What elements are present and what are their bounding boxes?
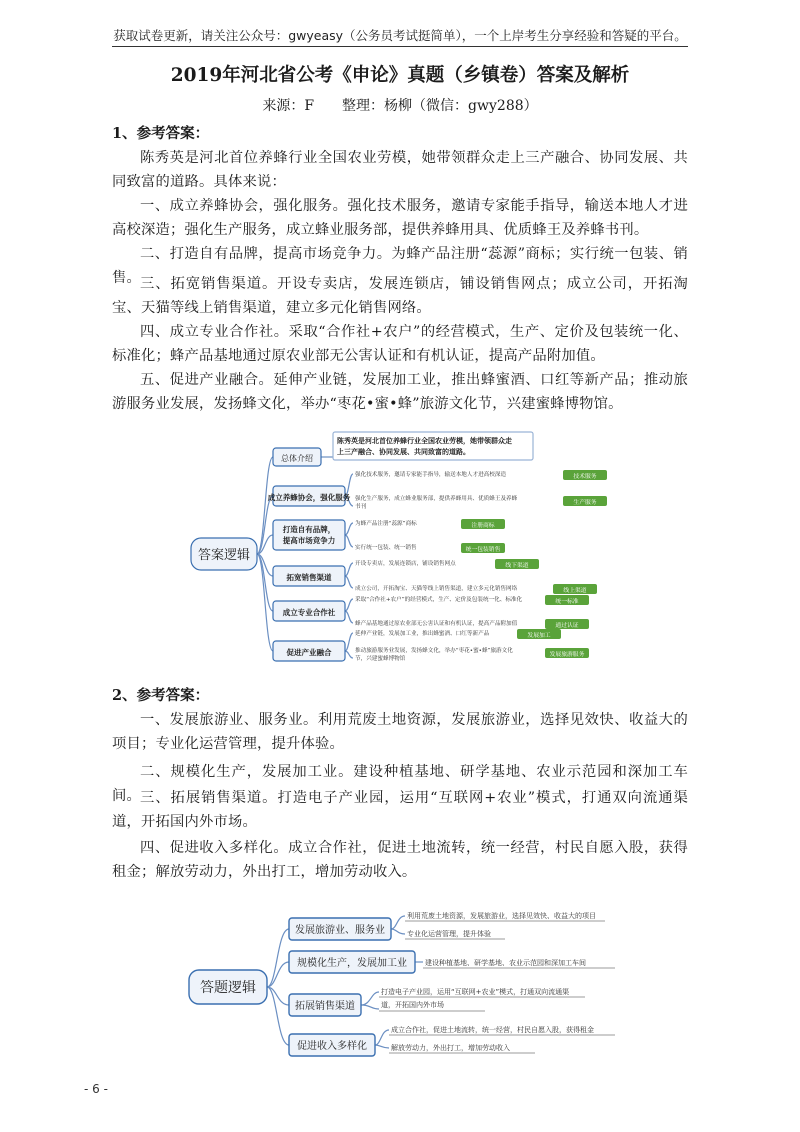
mindmap1-leaf-text: 延伸产业链，发展加工业，推出蜂蜜酒、口红等新产品 bbox=[355, 631, 490, 637]
mindmap1-overview-label: 总体介绍 bbox=[281, 454, 313, 463]
mindmap2-branch-label: 促进收入多样化 bbox=[297, 1041, 367, 1052]
mindmap1-leaf-text: 节，兴建蜜蜂博物馆 bbox=[355, 656, 406, 662]
mindmap1-root: 答案逻辑 bbox=[197, 548, 251, 563]
section2-paragraph: 二、规模化生产，发展加工业。建设种植基地、研学基地、农业示范园和深加工车间。 bbox=[112, 764, 688, 804]
mindmap1-overview-text: 上三产融合、协同发展、共同致富的道路。 bbox=[337, 448, 470, 456]
mindmap1-tag: 生产服务 bbox=[573, 500, 597, 506]
mindmap1-tag: 注册商标 bbox=[471, 523, 495, 529]
mindmap1-leaf-text: 强化生产服务，成立蜂业服务部，提供养蜂用具、优质蜂王及养蜂 bbox=[355, 496, 518, 502]
section1-paragraph: 三、拓宽销售渠道。开设专卖店，发展连锁店，铺设销售网点；成立公司，开拓淘宝、天猫等线上销售渠道，建立多元化销售网络。 bbox=[112, 276, 688, 316]
mindmap2-leaf-text: 解放劳动力，外出打工，增加劳动收入 bbox=[391, 1044, 510, 1052]
mindmap1-leaf-text: 成立公司，开拓淘宝、天猫等线上销售渠道，建立多元化销售网络 bbox=[355, 586, 518, 592]
section2-paragraph: 一、发展旅游业、服务业。利用荒废土地资源，发展旅游业，选择见效快、收益大的项目；专业化运营管理，提升体验。 bbox=[112, 712, 688, 752]
mindmap2-branch-label: 拓展销售渠道 bbox=[295, 1001, 355, 1012]
mindmap1-tag: 统一标准 bbox=[555, 599, 579, 605]
section1-paragraph: 二、打造自有品牌，提高市场竞争力。为蜂产品注册“蕊源”商标；实行统一包装、销售。 bbox=[112, 246, 688, 286]
source-line: 来源：F 整理：杨柳（微信：gwy288） bbox=[262, 98, 538, 114]
mindmap2-leaf-text: 建设种植基地、研学基地、农业示范园和深加工车间 bbox=[425, 959, 586, 967]
mindmap2-branch-label: 发展旅游业、服务业 bbox=[295, 925, 385, 936]
section2-paragraph: 三、拓展销售渠道。打造电子产业园，运用“互联网+农业”模式，打通双向流通渠道，开拓国内外市场。 bbox=[112, 790, 688, 830]
mindmap1-tag: 发展加工 bbox=[527, 633, 551, 639]
section1-paragraph: 一、成立养蜂协会，强化服务。强化技术服务，邀请专家能手指导，输送本地人才进高校深造；强化生产服务，成立蜂业服务部，提供养蜂用具、优质蜂王及养蜂书刊。 bbox=[112, 198, 688, 238]
mindmap2-leaf-text: 成立合作社，促进土地流转，统一经营，村民自愿入股，获得租金 bbox=[391, 1026, 594, 1034]
mindmap1-tag: 统一包装销售 bbox=[465, 547, 501, 553]
header-note: 获取试卷更新，请关注公众号：gwyeasy（公务员考试挺简单），一个上岸考生分享经验和答疑的平台。 bbox=[113, 28, 687, 43]
mindmap2-leaf-text: 打造电子产业园，运用“互联网+农业”模式，打通双向流通渠 bbox=[381, 988, 570, 996]
section2-paragraph: 四、促进收入多样化。成立合作社，促进土地流转，统一经营，村民自愿入股，获得租金；解放劳动力，外出打工，增加劳动收入。 bbox=[112, 840, 688, 880]
page-title: 2019年河北省公考《申论》真题（乡镇卷）答案及解析 bbox=[170, 65, 630, 86]
mindmap-answer-logic bbox=[185, 426, 615, 666]
mindmap1-tag: 线上渠道 bbox=[563, 588, 587, 594]
mindmap1-branch-label: 打造自有品牌， bbox=[282, 525, 336, 534]
mindmap2-branch-label: 规模化生产，发展加工业 bbox=[297, 958, 407, 969]
mindmap1-tag: 通过认证 bbox=[555, 623, 579, 629]
mindmap1-branch-label: 促进产业融合 bbox=[286, 648, 332, 657]
mindmap1-leaf-text: 强化技术服务，邀请专家能手指导，输送本地人才进高校深造 bbox=[355, 472, 507, 478]
mindmap1-branch-label: 提高市场竞争力 bbox=[282, 536, 336, 545]
mindmap1-leaf-text: 蜂产品基地通过原农业部无公害认证和有机认证，提高产品附加值 bbox=[355, 621, 518, 627]
mindmap1-leaf-text: 实行统一包装、统一销售 bbox=[355, 545, 417, 551]
mindmap1-tag: 线下渠道 bbox=[505, 563, 529, 569]
mindmap2-root: 答题逻辑 bbox=[200, 980, 256, 996]
page-number: - 6 - bbox=[84, 1082, 108, 1096]
header-divider bbox=[112, 46, 688, 47]
section2-heading: 2、参考答案： bbox=[112, 687, 210, 704]
section1-paragraph: 五、促进产业融合。延伸产业链，发展加工业，推出蜂蜜酒、口红等新产品；推动旅游服务业发展，发扬蜂文化，举办“枣花•蜜•蜂”旅游文化节，兴建蜜蜂博物馆。 bbox=[112, 372, 688, 412]
section1-paragraph: 四、成立专业合作社。采取“合作社+农户”的经营模式，生产、定价及包装统一化、标准化；蜂产品基地通过原农业部无公害认证和有机认证，提高产品附加值。 bbox=[112, 324, 688, 364]
mindmap1-branch-label: 成立专业合作社 bbox=[282, 608, 336, 617]
mindmap1-branch-label: 拓宽销售渠道 bbox=[286, 573, 332, 582]
mindmap1-overview-text: 陈秀英是河北首位养蜂行业全国农业劳模，她带领群众走 bbox=[337, 437, 512, 445]
section1-paragraph: 陈秀英是河北首位养蜂行业全国农业劳模，她带领群众走上三产融合、协同发展、共同致富的道路。具体来说： bbox=[112, 150, 688, 190]
mindmap1-leaf-text: 开设专卖店，发展连锁店，铺设销售网点 bbox=[355, 561, 456, 567]
mindmap1-branch-label: 成立养蜂协会，强化服务 bbox=[267, 493, 351, 502]
mindmap1-leaf-text: 推动旅游服务业发展，发扬蜂文化，举办“枣花•蜜•蜂”旅游文化 bbox=[355, 648, 513, 654]
mindmap2-leaf-text: 专业化运营管理，提升体验 bbox=[407, 930, 491, 938]
mindmap1-tag: 技术服务 bbox=[573, 474, 597, 480]
mindmap1-leaf-text: 为蜂产品注册“蕊源”商标 bbox=[355, 521, 417, 527]
mindmap2-leaf-text: 道，开拓国内外市场 bbox=[381, 1001, 444, 1009]
mindmap2-leaf-text: 利用荒废土地资源，发展旅游业，选择见效快、收益大的项目 bbox=[407, 912, 596, 920]
section1-heading: 1、参考答案： bbox=[112, 125, 210, 142]
mindmap1-leaf-text: 采取“合作社+农户”的经营模式，生产、定价及包装统一化、标准化 bbox=[355, 597, 523, 603]
mindmap-answering-logic bbox=[185, 902, 615, 1062]
mindmap1-leaf-text: 书刊 bbox=[355, 504, 367, 510]
mindmap1-tag: 发展旅游服务 bbox=[549, 652, 585, 658]
